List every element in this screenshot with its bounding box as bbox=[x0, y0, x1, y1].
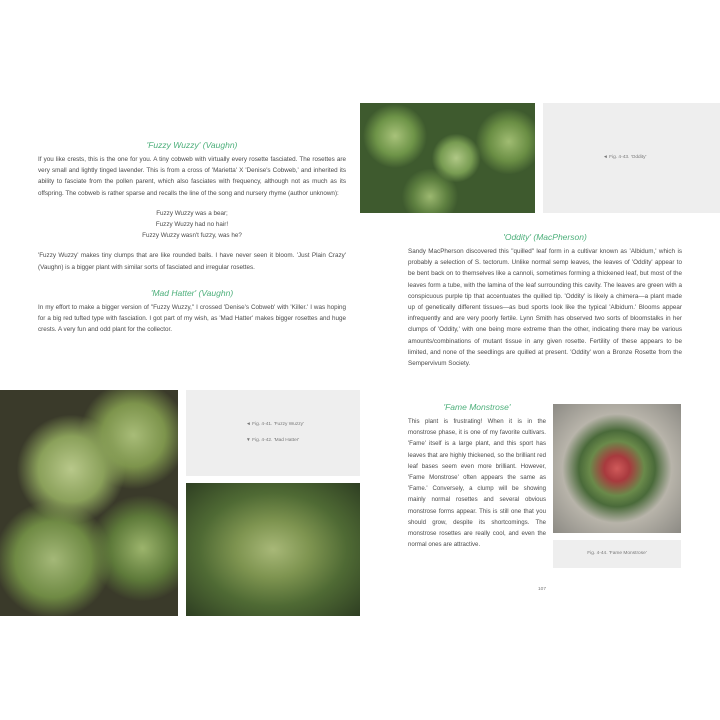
caption-box-fame bbox=[553, 540, 681, 568]
fame-heading: 'Fame Monstrose' bbox=[443, 402, 511, 412]
fuzzy-wuzzy-text: If you like crests, this is the one for you. A tiny cobweb with virtually every rosette fasciated. The rosettes are very small and lightly tinged lavender. This is from a cross of 'Marietta' X 'Denise's Cobweb,' and inherited its ability to fasciate from the pollen parent, which also fasciates with frequency, although not as much as its offspring. The cobweb is rather sparse and recalls the line of the song and nursery rhyme (author unknown): bbox=[38, 156, 346, 197]
poem-line: Fuzzy Wuzzy wasn't fuzzy, was he? bbox=[142, 232, 242, 240]
fame-section bbox=[408, 402, 546, 550]
fuzzy-wuzzy-heading: 'Fuzzy Wuzzy' (Vaughn) bbox=[146, 140, 238, 150]
mad-hatter-heading: 'Mad Hatter' (Vaughn) bbox=[150, 287, 234, 298]
oddity-photo bbox=[360, 103, 535, 213]
page-number: 107 bbox=[538, 587, 547, 592]
fuzzy-wuzzy-text-2: 'Fuzzy Wuzzy' makes tiny clumps that are like rounded balls. I have never seen it bloom. 'Just Plain Crazy' (Vaughn) is a bigger plant with similar sorts of fasciated and irregular rosettes. bbox=[38, 252, 346, 271]
caption-box-left bbox=[186, 390, 360, 476]
fuzzy-wuzzy-photo bbox=[0, 390, 178, 616]
oddity-section bbox=[408, 232, 682, 369]
poem-line: Fuzzy Wuzzy was a bear; bbox=[156, 209, 228, 217]
caption-fig-4-44: Fig. 4-44. 'Fame Monstrose' bbox=[587, 551, 647, 556]
mad-hatter-photo bbox=[186, 483, 360, 616]
caption-fig-4-43: ◄ Fig. 4-43. 'Oddity' bbox=[603, 155, 647, 160]
caption-box-oddity bbox=[543, 103, 720, 213]
oddity-heading: 'Oddity' (MacPherson) bbox=[503, 232, 587, 242]
fuzzy-wuzzy-section bbox=[38, 140, 346, 335]
fame-monstrose-photo bbox=[553, 404, 681, 533]
caption-fig-4-41: ◄ Fig. 4-41. 'Fuzzy Wuzzy' bbox=[246, 422, 304, 427]
oddity-text: Sandy MacPherson discovered this "quilled" leaf form in a cultivar known as 'Albidum,' which is probably a selection of S. tectorum. Unlike normal semp leaves, the leaves of 'Oddity' appear to be bent back on to themselves like a cannoli, sometimes forming a thickened leaf, but most of the leaves form a tube, with the lamina of the leaf surrounding this cavity. The leaves are green with a conspicuous purple tip that accentuates the quilled tip. 'Oddity' is likely a chimera—a plant made up of genetically different tissues—as bud sports look like the typical 'Albidum.' Blooms appear infrequently and are very poorly fertile. Lynn Smith has observed two sorts of bloomstalks in her clumps of 'Oddity,' with one being more extreme than the other, indicating there may be various amounts/combinations of mutant tissue in any given rosette. Fertility of these appears to be limited, and none of the seedlings are quilled at present. 'Oddity' won a Bronze Rosette from the Sempervivum Society. bbox=[408, 248, 682, 368]
mad-hatter-text: In my effort to make a bigger version of "Fuzzy Wuzzy," I crossed 'Denise's Cobweb' with 'Killer.' I was hoping for a big red tufted type with fasciation. I got part of my wish, as 'Mad Hatter' makes bigger rosettes and huge crests. A very fun and odd plant for the collector. bbox=[38, 303, 346, 334]
poem bbox=[38, 208, 346, 242]
caption-fig-4-42: ▼ Fig. 4-42. 'Mad Hatter' bbox=[246, 438, 300, 443]
fame-text: This plant is frustrating! When it is in the monstrose phase, it is one of my favorite cultivars. 'Fame' itself is a large plant, and this sport has leaves that are highly thickened, so the brilliant red leaf bases seem even more brilliant. However, 'Fame Monstrose' often appears the same as 'Fame.' Conversely, a clump will be showing mainly normal rosettes and several obvious monstrose forms appear. This is still one that you should grow, despite its shortcomings. The monstrose rosettes are really cool, and even the normal ones are attractive. bbox=[408, 418, 546, 549]
poem-line: Fuzzy Wuzzy had no hair! bbox=[155, 221, 229, 229]
